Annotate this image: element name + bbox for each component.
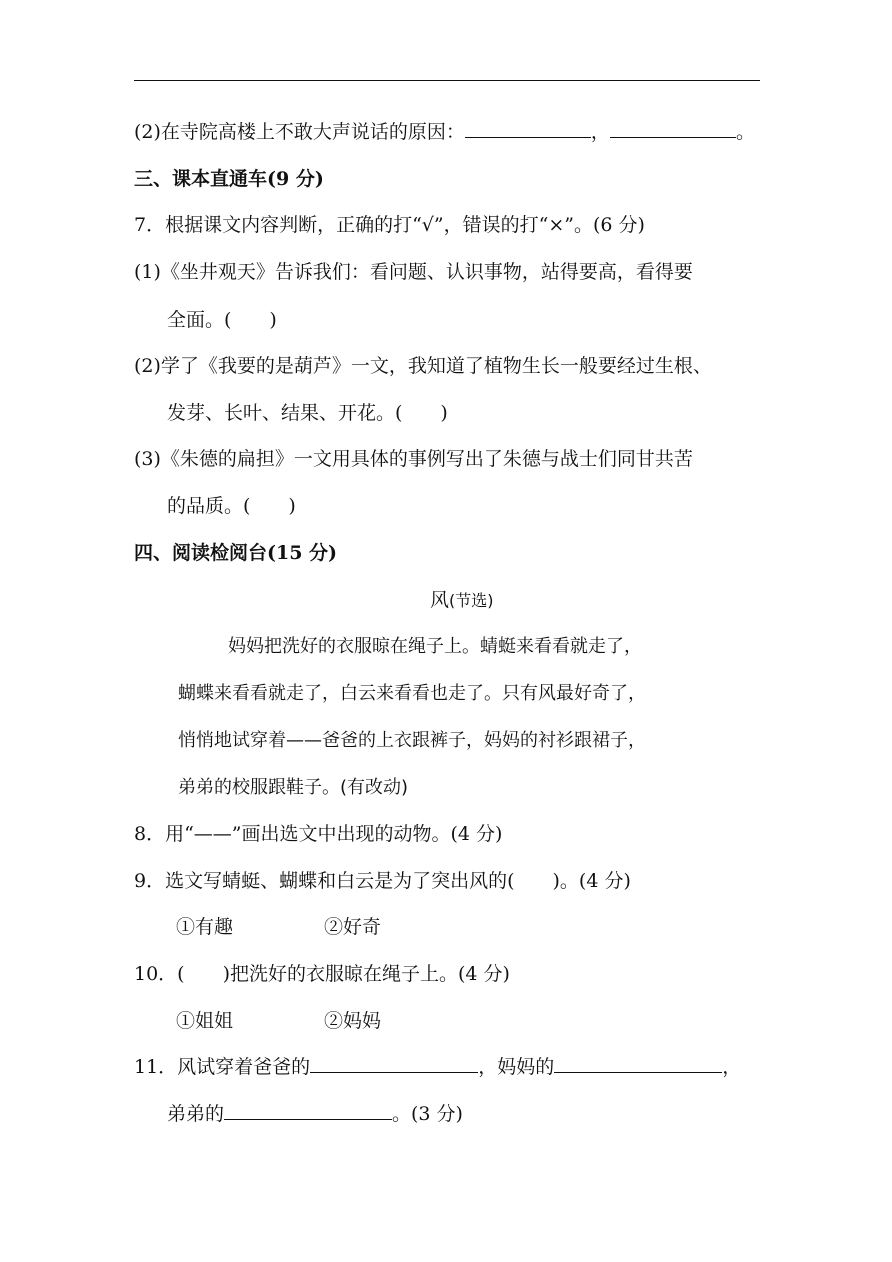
question-9: 9．选文写蜻蜓、蝴蝶和白云是为了突出风的( )。(4 分): [134, 870, 631, 892]
q7-item-1-line-2: 全面。( ): [167, 309, 277, 331]
question-8: 8．用“——”画出选文中出现的动物。(4 分): [134, 823, 503, 845]
question-6-2: [134, 119, 755, 145]
passage-title: [430, 587, 494, 614]
answer-blank[interactable]: [224, 1101, 392, 1120]
question-11-line-1: [134, 1054, 741, 1080]
passage-title-note: (节选): [449, 591, 494, 610]
q7-item-2-line-2: 发芽、长叶、结果、开花。( ): [167, 402, 448, 424]
q6-2-text: (2)在寺院高楼上不敢大声说话的原因：: [134, 121, 465, 143]
question-7-stem: 7．根据课文内容判断，正确的打“√”，错误的打“×”。(6 分): [134, 214, 645, 236]
passage-title-text: 风: [430, 589, 450, 611]
q11-part-4: 弟弟的: [167, 1103, 225, 1125]
question-10: 10．( )把洗好的衣服晾在绳子上。(4 分): [134, 963, 510, 985]
section-4-heading: 四、阅读检阅台(15 分): [134, 542, 338, 564]
q10-option-1[interactable]: ①姐姐: [176, 1010, 234, 1032]
answer-blank[interactable]: [610, 119, 736, 138]
q7-item-1-line-1: (1)《坐井观天》告诉我们：看问题、认识事物，站得要高，看得要: [134, 261, 693, 283]
q7-item-2-line-1: (2)学了《我要的是葫芦》一文，我知道了植物生长一般要经过生根、: [134, 355, 712, 377]
q7-item-3-line-2: 的品质。( ): [167, 495, 296, 517]
answer-blank[interactable]: [554, 1054, 722, 1073]
q9-option-1[interactable]: ①有趣: [176, 916, 234, 938]
q10-option-2[interactable]: ②妈妈: [324, 1010, 382, 1032]
section-3-heading: 三、课本直通车(9 分): [134, 168, 324, 190]
answer-blank[interactable]: [465, 119, 591, 138]
passage-line-4: 弟弟的校服跟鞋子。(有改动): [178, 777, 409, 798]
answer-blank[interactable]: [310, 1054, 478, 1073]
q9-option-2[interactable]: ②好奇: [324, 916, 382, 938]
q11-part-3: ，: [722, 1056, 742, 1078]
q6-2-sep: ，: [590, 121, 610, 143]
q6-2-end: 。: [735, 121, 755, 143]
header-rule: [134, 80, 760, 81]
question-11-line-2: [167, 1101, 463, 1127]
q11-part-5: 。(3 分): [392, 1103, 463, 1125]
passage-line-1: 妈妈把洗好的衣服晾在绳子上。蜻蜓来看看就走了，: [228, 636, 642, 657]
passage-line-2: 蝴蝶来看看就走了，白云来看看也走了。只有风最好奇了，: [178, 683, 646, 704]
q11-part-2: ，妈妈的: [478, 1056, 555, 1078]
q7-item-3-line-1: (3)《朱德的扁担》一文用具体的事例写出了朱德与战士们同甘共苦: [134, 448, 693, 470]
q11-part-1: 11．风试穿着爸爸的: [134, 1056, 311, 1078]
passage-line-3: 悄悄地试穿着——爸爸的上衣跟裤子，妈妈的衬衫跟裙子，: [178, 730, 646, 751]
